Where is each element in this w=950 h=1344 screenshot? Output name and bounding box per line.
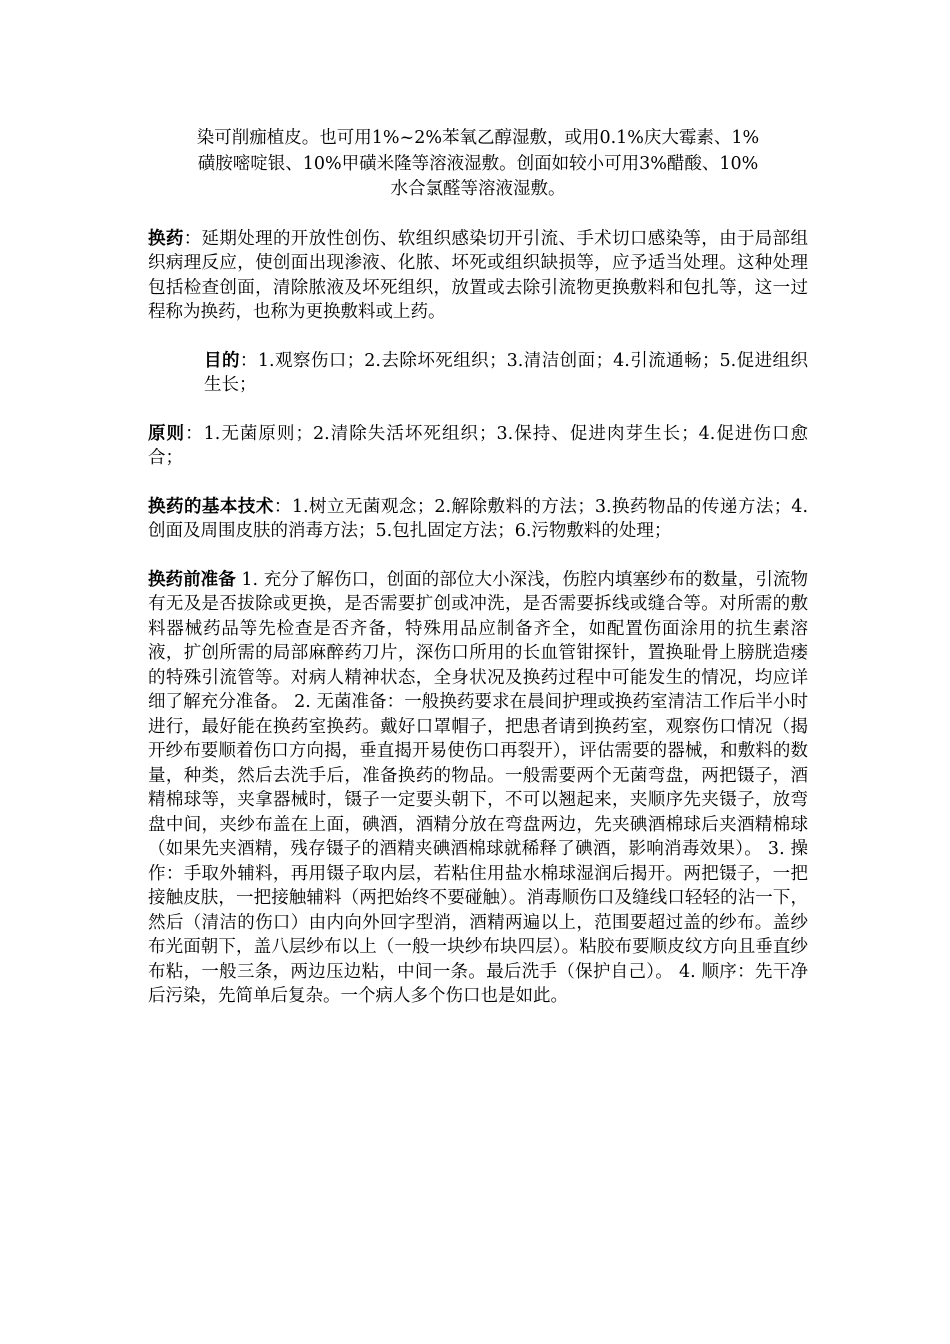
- intro-line-3: 水合氯醛等溶液湿敷。: [390, 179, 566, 199]
- spacer: [148, 203, 808, 227]
- preparation-term: 换药前准备: [148, 569, 236, 590]
- spacer: [148, 325, 808, 349]
- dressing-paragraph: [148, 227, 808, 325]
- technique-body: ：1.树立无菌观念；2.解除敷料的方法；3.换药物品的传递方法；4.创面及周围皮肤的消毒方法；5.包扎固定方法；6.污物敷料的处理；: [148, 496, 809, 541]
- technique-paragraph: [148, 495, 808, 544]
- dressing-term: 换药: [148, 228, 184, 249]
- spacer: [148, 471, 808, 495]
- spacer: [148, 398, 808, 422]
- intro-line-2: 磺胺嘧啶银、10%甲磺米隆等溶液湿敷。创面如较小可用3%醋酸、10%: [197, 153, 759, 174]
- preparation-paragraph: [148, 568, 808, 1009]
- principle-paragraph: [148, 422, 808, 471]
- spacer: [148, 544, 808, 568]
- principle-term: 原则: [148, 423, 186, 444]
- purpose-paragraph: [148, 349, 808, 398]
- purpose-term: 目的: [204, 350, 240, 371]
- dressing-body: ：延期处理的开放性创伤、软组织感染切开引流、手术切口感染等，由于局部组织病理反应，使创面出现渗液、化脓、坏死或组织缺损等，应予适当处理。这种处理包括检查创面，清除脓液及坏死组织，放置或去除引流物更换敷料和包扎等，这一过程称为换药，也称为更换敷料或上药。: [148, 228, 809, 322]
- technique-term: 换药的基本技术: [148, 496, 274, 517]
- intro-line-1: 染可削痂植皮。也可用1%~2%苯氧乙醇湿敷，或用0.1%庆大霉素、1%: [196, 128, 760, 148]
- intro-paragraph: [148, 126, 808, 203]
- purpose-body: ：1.观察伤口；2.去除坏死组织；3.清洁创面；4.引流通畅；5.促进组织生长；: [204, 350, 809, 395]
- preparation-body: 1. 充分了解伤口，创面的部位大小深浅，伤腔内填塞纱布的数量，引流物有无及是否拔除或更换，是否需要扩创或冲洗，是否需要拆线或缝合等。对所需的敷料器械药品等先检查是否齐备，特殊用品应制备齐全，如配置伤面涂用的抗生素溶液，扩创所需的局部麻醉药刀片，深伤口所用的长血管钳探针，置换耻骨上膀胱造瘘的特殊引流管等。对病人精神状态，全身状况及换药过程中可能发生的情况，均应详细了解充分准备。 2. 无菌准备：一般换药要求在晨间护理或换药室清洁工作后半小时进行，最好能在换药室换药。戴好口罩帽子，把患者请到换药室，观察伤口情况（揭开纱布要顺着伤口方向揭，垂直揭开易使伤口再裂开），评估需要的器械，和敷料的数量，种类，然后去洗手后，准备换药的物品。一般需要两个无菌弯盘，两把镊子，酒精棉球等，夹拿器械时，镊子一定要头朝下，不可以翘起来，夹顺序先夹镊子，放弯盘中间，夹纱布盖在上面，碘酒，酒精分放在弯盘两边，先夹碘酒棉球后夹酒精棉球（如果先夹酒精，残存镊子的酒精夹碘酒棉球就稀释了碘酒，影响消毒效果）。 3. 操作：手取外辅料，再用镊子取内层，若粘住用盐水棉球湿润后揭开。两把镊子，一把接触皮肤，一把接触辅料（两把始终不要碰触）。消毒顺伤口及缝线口轻轻的沾一下，然后（清洁的伤口）由内向外回字型消，酒精两遍以上，范围要超过盖的纱布。盖纱布光面朝下，盖八层纱布以上（一般一块纱布块四层）。粘胶布要顺皮纹方向且垂直纱布粘，一般三条，两边压边粘，中间一条。最后洗手（保护自己）。 4. 顺序：先干净后污染，先简单后复杂。一个病人多个伤口也是如此。: [148, 569, 808, 1006]
- principle-body: ：1.无菌原则；2.清除失活坏死组织；3.保持、促进肉芽生长；4.促进伤口愈合；: [148, 423, 808, 468]
- document-page: [148, 126, 808, 1009]
